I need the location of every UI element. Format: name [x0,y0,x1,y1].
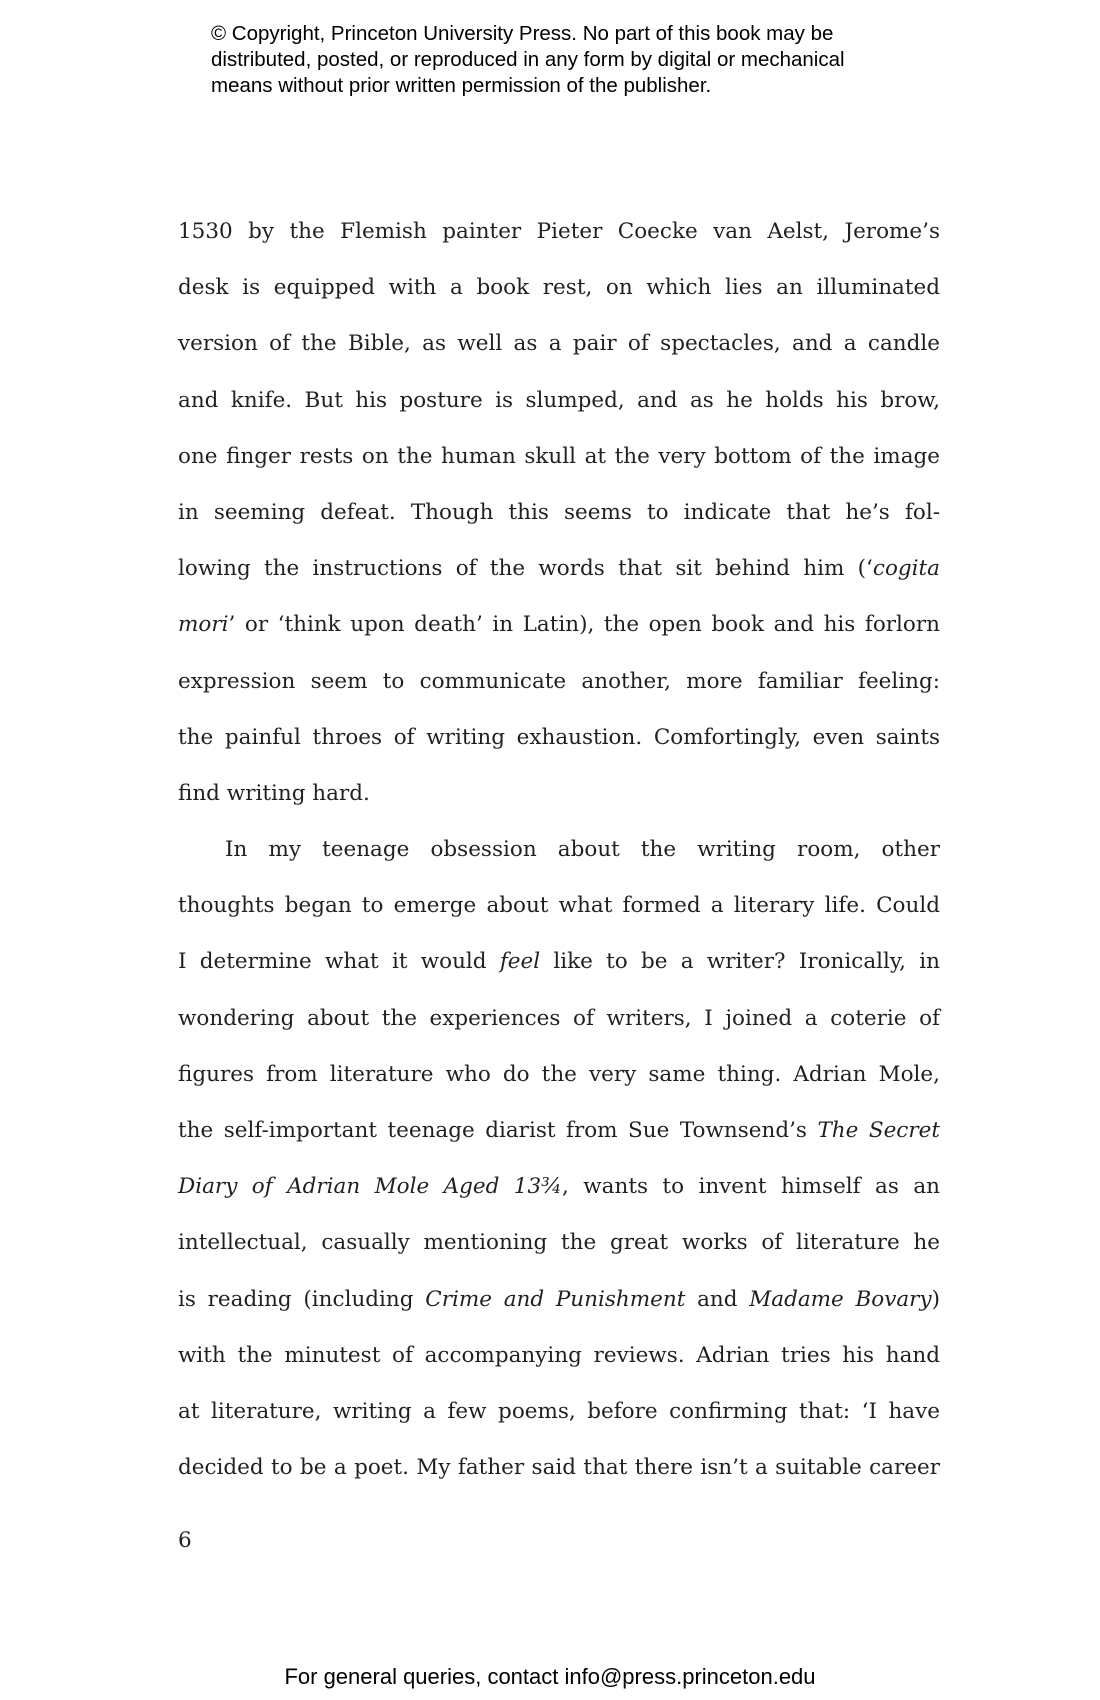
text-run: like to be a writer? Ironically, in [540,949,940,975]
copyright-notice [211,21,931,99]
text-line: and knife. But his posture is slumped, and as he holds his brow, [178,387,940,413]
text-line: In my teenage obsession about the writing room, other [225,837,940,863]
text-line [178,597,940,653]
text-line [178,1103,940,1159]
text-line: find writing hard. [178,780,370,806]
italic-run: mori [178,612,229,638]
italic-run: Crime and Punishment [425,1286,686,1312]
text-line [178,1272,940,1328]
text-run: I determine what it would [178,949,500,975]
text-line: intellectual, casually mentioning the great works of literature he [178,1230,940,1256]
italic-run: The Secret [817,1118,940,1143]
text-line: 1530 by the Flemish painter Pieter Coecke van Aelst, Jerome’s [178,219,940,244]
text-line: desk is equipped with a book rest, on which lies an illuminated [178,275,940,301]
text-line [178,1159,940,1215]
text-line: figures from literature who do the very same thing. Adrian Mole, [178,1061,940,1087]
body-text [178,204,940,1496]
text-run: is reading (including [178,1286,426,1312]
text-line: the painful throes of writing exhaustion. Comfortingly, even saints [178,724,940,750]
page-number: 6 [178,1528,192,1553]
text-line: version of the Bible, as well as a pair of spectacles, and a candle [178,331,940,357]
italic-run: Diary of Adrian Mole Aged 13¾ [178,1174,563,1200]
text-line: wondering about the experiences of writers, I joined a coterie of [178,1005,940,1031]
copyright-line: means without prior written permission of the publisher. [211,74,712,97]
text-run: ) [931,1286,940,1312]
text-line: one finger rests on the human skull at the very bottom of the image [178,443,940,469]
italic-run: feel [499,949,541,975]
text-run: , wants to invent himself as an [562,1174,940,1200]
text-line: decided to be a poet. My father said that there isn’t a suitable career [178,1455,940,1481]
footer-contact: For general queries, contact info@press.princeton.edu [284,1664,816,1689]
text-line: expression seem to communicate another, more familiar feeling: [178,668,940,694]
text-run: ’ or ‘think upon death’ in Latin), the open book and his forlorn [228,612,940,638]
text-line [178,934,940,990]
text-line: thoughts began to emerge about what formed a literary life. Could [178,893,940,919]
italic-run: Madame Bovary [749,1286,932,1312]
italic-run: cogita [872,556,940,582]
text-line: with the minutest of accompanying reviews. Adrian tries his hand [178,1342,940,1368]
text-run: the self-important teenage diarist from Sue Townsend’s [178,1118,818,1143]
copyright-line: © Copyright, Princeton University Press. No part of this book may be [211,22,834,45]
text-run: lowing the instructions of the words that sit behind him (‘ [178,556,873,582]
copyright-line: distributed, posted, or reproduced in any form by digital or mechanical [211,48,845,71]
text-line [178,541,940,597]
text-line: in seeming defeat. Though this seems to indicate that he’s fol- [178,499,940,525]
text-line: at literature, writing a few poems, before confirming that: ‘I have [178,1398,940,1424]
text-run: and [685,1286,750,1312]
